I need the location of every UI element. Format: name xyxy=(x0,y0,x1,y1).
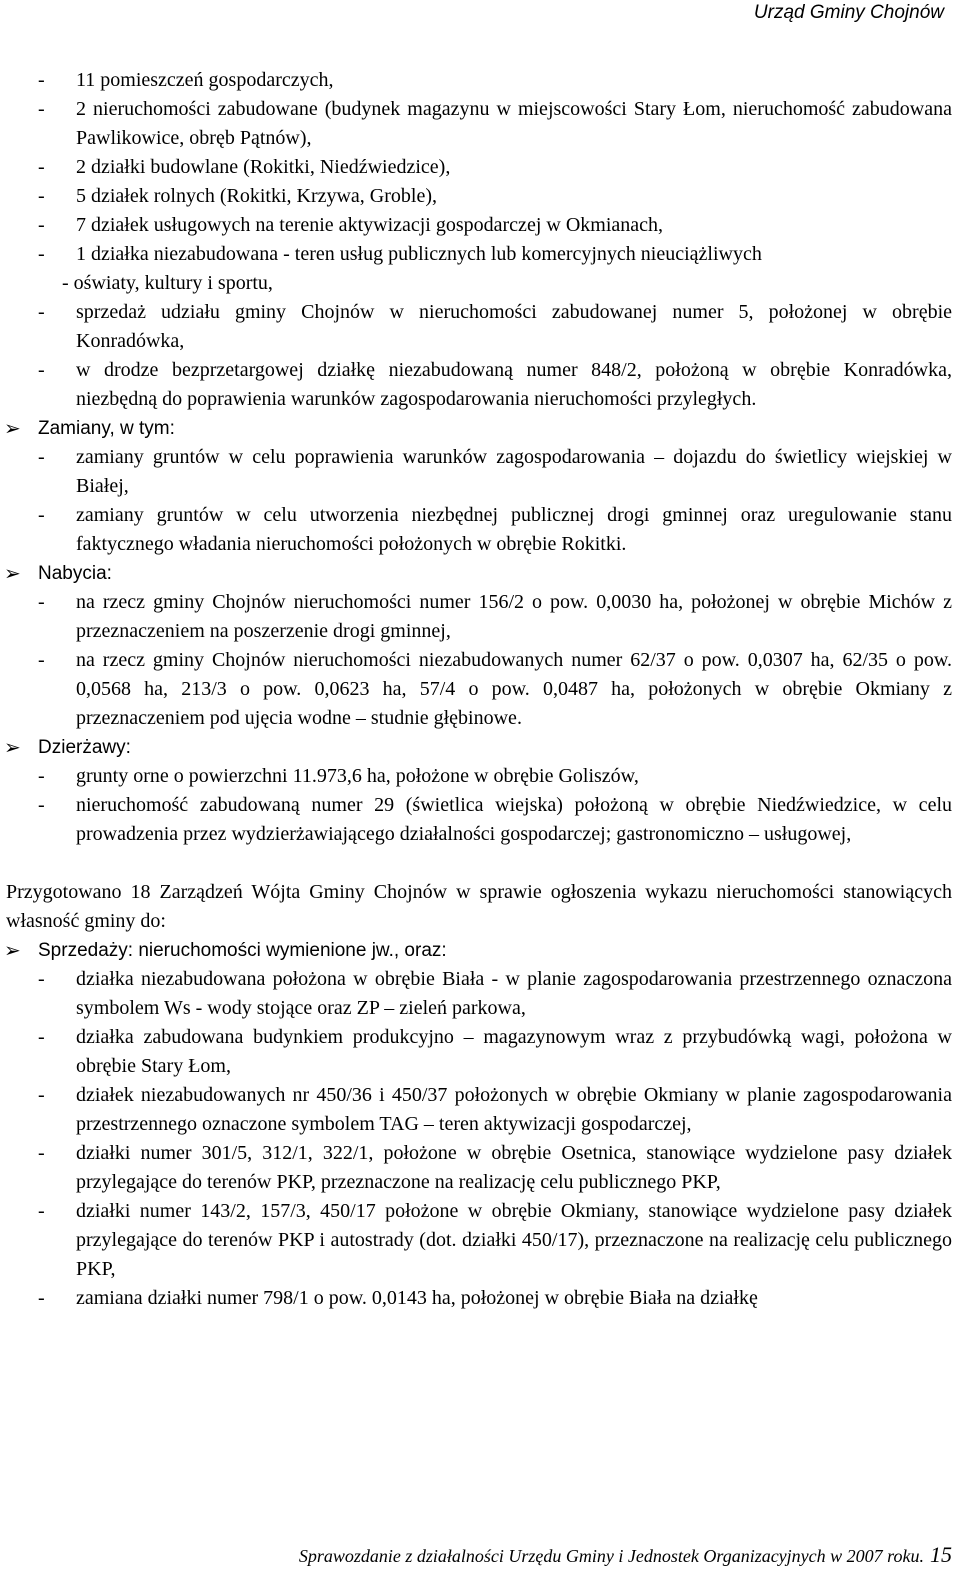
dash-bullet: - xyxy=(38,446,45,468)
list-item xyxy=(0,501,958,559)
dash-bullet: - xyxy=(38,1026,45,1048)
list-item-text: 7 działek usługowych na terenie aktywizacji gospodarczej w Okmianach, xyxy=(76,214,664,236)
page-header: Urząd Gminy Chojnów xyxy=(753,2,944,23)
list-item xyxy=(0,298,958,356)
list-item xyxy=(0,269,958,298)
list-c xyxy=(0,588,958,733)
list-item xyxy=(0,1139,958,1197)
list-d xyxy=(0,762,958,849)
list-b xyxy=(0,443,958,559)
list-item xyxy=(0,66,958,95)
list-item-text: działek niezabudowanych nr 450/36 i 450/37 położonych w obrębie Okmiany w planie zagospodarowania przestrzennego oznaczone symbolem TAG – teren aktywizacji gospodarczej, xyxy=(76,1084,952,1135)
dash-bullet: - xyxy=(38,1142,45,1164)
dash-bullet: - xyxy=(38,968,45,990)
list-item-text: zamiany gruntów w celu poprawienia warunków zagospodarowania – dojazdu do świetlicy wiejskiej w Białej, xyxy=(76,446,952,497)
list-item xyxy=(0,1023,958,1081)
list-item xyxy=(0,240,958,269)
list-item-text: 2 nieruchomości zabudowane (budynek magazynu w miejscowości Stary Łom, nieruchomość zabudowana Pawlikowice, obręb Pątnów), xyxy=(76,98,952,149)
list-item xyxy=(0,182,958,211)
dash-bullet: - xyxy=(38,98,45,120)
section-sprzedazy xyxy=(0,936,958,965)
document-body xyxy=(0,66,958,1313)
dash-bullet: - xyxy=(38,765,45,787)
list-item-text: działki numer 143/2, 157/3, 450/17 położone w obrębie Okmiany, stanowiące wydzielone pasy działek przylegające do terenów PKP i autostrady (dot. działki 450/17), przeznaczone na realizację celu publicznego PKP, xyxy=(76,1200,952,1280)
list-item-text: 11 pomieszczeń gospodarczych, xyxy=(76,69,334,91)
list-item-text: - oświaty, kultury i sportu, xyxy=(62,272,273,294)
list-item-text: zamiany gruntów w celu utworzenia niezbędnej publicznej drogi gminnej oraz uregulowanie stanu faktycznego władania nieruchomości położonych w obrębie Rokitki. xyxy=(76,504,952,555)
list-item-text: 2 działki budowlane (Rokitki, Niedźwiedzice), xyxy=(76,156,451,178)
arrow-bullet-icon: ➢ xyxy=(4,938,21,962)
page-number: 15 xyxy=(930,1542,952,1567)
list-item-text: 1 działka niezabudowana - teren usług publicznych lub komercyjnych nieuciążliwych xyxy=(76,243,762,265)
section-title: Nabycia: xyxy=(38,563,112,584)
list-item xyxy=(0,1081,958,1139)
dash-bullet: - xyxy=(38,649,45,671)
dash-bullet: - xyxy=(38,301,45,323)
arrow-bullet-icon: ➢ xyxy=(4,735,21,759)
paragraph: Przygotowano 18 Zarządzeń Wójta Gminy Chojnów w sprawie ogłoszenia wykazu nieruchomości stanowiących własność gminy do: xyxy=(6,881,952,932)
section-zamiany xyxy=(0,414,958,443)
list-item xyxy=(0,646,958,733)
dash-bullet: - xyxy=(38,794,45,816)
list-item-text: zamiana działki numer 798/1 o pow. 0,0143 ha, położonej w obrębie Biała na działkę xyxy=(76,1287,758,1309)
list-item xyxy=(0,356,958,414)
list-item xyxy=(0,588,958,646)
section-dzierzawy xyxy=(0,733,958,762)
list-item-text: grunty orne o powierzchni 11.973,6 ha, położone w obrębie Goliszów, xyxy=(76,765,639,787)
footer-text: Sprawozdanie z działalności Urzędu Gminy i Jednostek Organizacyjnych w 2007 roku. xyxy=(298,1546,924,1566)
list-item-text: w drodze bezprzetargowej działkę niezabudowaną numer 848/2, położoną w obrębie Konradówka, niezbędną do poprawienia warunków zagospodarowania nieruchomości przyległych. xyxy=(76,359,952,410)
list-item xyxy=(0,1284,958,1313)
list-item xyxy=(0,965,958,1023)
list-item xyxy=(0,762,958,791)
section-title: Dzierżawy: xyxy=(38,737,131,758)
list-item xyxy=(0,791,958,849)
dash-bullet: - xyxy=(38,591,45,613)
list-item-text: na rzecz gminy Chojnów nieruchomości numer 156/2 o pow. 0,0030 ha, położonej w obrębie Michów z przeznaczeniem na poszerzenie drogi gminnej, xyxy=(76,591,952,642)
dash-bullet: - xyxy=(38,69,45,91)
list-item xyxy=(0,443,958,501)
dash-bullet: - xyxy=(38,1287,45,1309)
list-a xyxy=(0,66,958,414)
list-e xyxy=(0,965,958,1313)
list-item-text: działki numer 301/5, 312/1, 322/1, położone w obrębie Osetnica, stanowiące wydzielone pasy działek przylegające do terenów PKP, przeznaczone na realizację celu publicznego PKP, xyxy=(76,1142,952,1193)
list-item-text: sprzedaż udziału gminy Chojnów w nieruchomości zabudowanej numer 5, położonej w obrębie Konradówka, xyxy=(76,301,952,352)
list-item xyxy=(0,153,958,182)
arrow-bullet-icon: ➢ xyxy=(4,416,21,440)
section-title: Zamiany, w tym: xyxy=(38,418,175,439)
dash-bullet: - xyxy=(38,504,45,526)
list-item xyxy=(0,1197,958,1284)
dash-bullet: - xyxy=(38,185,45,207)
dash-bullet: - xyxy=(38,156,45,178)
section-title: Sprzedaży: nieruchomości wymienione jw., oraz: xyxy=(38,940,447,961)
list-item-text: na rzecz gminy Chojnów nieruchomości niezabudowanych numer 62/37 o pow. 0,0307 ha, 62/35 o pow. 0,0568 ha, 213/3 o pow. 0,0623 ha, 57/4 o pow. 0,0487 ha, położonych w obrębie Okmiany z przeznaczeniem pod ujęcia wodne – studnie głębinowe. xyxy=(76,649,952,729)
list-item-text: 5 działek rolnych (Rokitki, Krzywa, Groble), xyxy=(76,185,438,207)
list-item xyxy=(0,95,958,153)
dash-bullet: - xyxy=(38,243,45,265)
dash-bullet: - xyxy=(38,1084,45,1106)
arrow-bullet-icon: ➢ xyxy=(4,561,21,585)
dash-bullet: - xyxy=(38,359,45,381)
list-item-text: działka niezabudowana położona w obrębie Biała - w planie zagospodarowania przestrzennego oznaczona symbolem Ws - wody stojące oraz ZP – zieleń parkowa, xyxy=(76,968,952,1019)
list-item-text: działka zabudowana budynkiem produkcyjno – magazynowym wraz z przybudówką wagi, położona w obrębie Stary Łom, xyxy=(76,1026,952,1077)
page-footer xyxy=(299,1542,952,1568)
dash-bullet: - xyxy=(38,1200,45,1222)
dash-bullet: - xyxy=(38,214,45,236)
section-nabycia xyxy=(0,559,958,588)
list-item xyxy=(0,211,958,240)
list-item-text: nieruchomość zabudowaną numer 29 (świetlica wiejska) położoną w obrębie Niedźwiedzice, w celu prowadzenia przez wydzierżawiającego działalności gospodarczej; gastronomiczno – usługowej, xyxy=(76,794,952,845)
